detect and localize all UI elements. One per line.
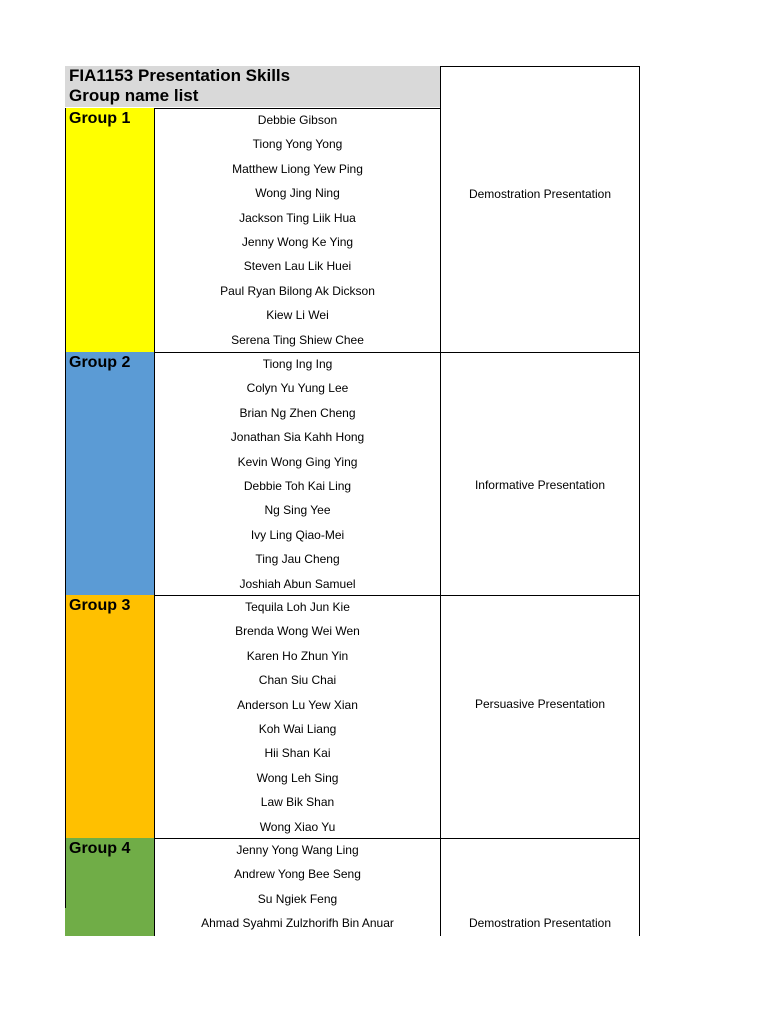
member-name: Debbie Gibson bbox=[257, 113, 338, 127]
group-block bbox=[65, 838, 640, 936]
member-name: Andrew Yong Bee Seng bbox=[234, 867, 361, 882]
member-name: Wong Xiao Yu bbox=[259, 819, 336, 834]
presentation-type: Informative Presentation bbox=[474, 478, 606, 492]
member-name: Paul Ryan Bilong Ak Dickson bbox=[220, 283, 375, 298]
member-name: Jenny Yong Wang Ling bbox=[236, 843, 359, 857]
group-color-cell bbox=[65, 838, 155, 936]
member-name: Steven Lau Lik Huei bbox=[243, 259, 352, 274]
member-name: Debbie Toh Kai Ling bbox=[243, 478, 352, 493]
member-list bbox=[155, 108, 440, 352]
group-color-cell bbox=[65, 108, 155, 352]
member-name: Karen Ho Zhun Yin bbox=[246, 648, 349, 663]
group-label: Group 1 bbox=[69, 110, 131, 127]
group-color-cell bbox=[65, 352, 155, 595]
group-label: Group 4 bbox=[69, 840, 131, 857]
member-name: Brian Ng Zhen Cheng bbox=[239, 405, 356, 420]
member-name: Kevin Wong Ging Ying bbox=[237, 454, 358, 469]
member-name: Ivy Ling Qiao-Mei bbox=[250, 527, 345, 542]
group-block bbox=[65, 108, 640, 352]
member-name: Ting Jau Cheng bbox=[255, 552, 340, 567]
group-label: Group 3 bbox=[69, 597, 131, 614]
presentation-type: Demostration Presentation bbox=[468, 187, 612, 201]
list-subtitle: Group name list bbox=[69, 86, 199, 105]
member-name: Tiong Yong Yong bbox=[252, 137, 343, 152]
member-name: Wong Leh Sing bbox=[256, 770, 339, 785]
group-label: Group 2 bbox=[69, 354, 131, 371]
member-name: Ahmad Syahmi Zulzhorifh Bin Anuar bbox=[201, 916, 394, 931]
group-block bbox=[65, 595, 640, 838]
member-name: Colyn Yu Yung Lee bbox=[246, 381, 349, 396]
member-name: Ng Sing Yee bbox=[264, 503, 331, 518]
member-name: Brenda Wong Wei Wen bbox=[235, 624, 360, 639]
group-block bbox=[65, 352, 640, 595]
member-name: Hii Shan Kai bbox=[264, 746, 331, 761]
presentation-type: Persuasive Presentation bbox=[474, 697, 606, 711]
title-header bbox=[65, 66, 440, 107]
member-name: Tiong Ing Ing bbox=[262, 357, 333, 371]
member-name: Jenny Wong Ke Ying bbox=[241, 234, 354, 249]
member-name: Joshiah Abun Samuel bbox=[239, 576, 356, 591]
member-name: Jackson Ting Liik Hua bbox=[239, 210, 356, 225]
course-title: FIA1153 Presentation Skills bbox=[69, 66, 291, 85]
group-color-cell bbox=[65, 595, 155, 838]
member-name: Wong Jing Ning bbox=[255, 186, 340, 201]
presentation-type: Demostration Presentation bbox=[468, 916, 612, 930]
member-name: Kiew Li Wei bbox=[266, 308, 329, 323]
member-name: Serena Ting Shiew Chee bbox=[231, 332, 364, 347]
member-list bbox=[155, 838, 440, 936]
member-list bbox=[155, 352, 440, 596]
member-name: Matthew Liong Yew Ping bbox=[232, 161, 363, 176]
member-name: Anderson Lu Yew Xian bbox=[237, 697, 358, 712]
table-left-border bbox=[65, 108, 66, 908]
member-name: Jonathan Sia Kahh Hong bbox=[230, 430, 365, 445]
member-name: Law Bik Shan bbox=[260, 795, 335, 810]
member-name: Su Ngiek Feng bbox=[257, 891, 338, 906]
member-name: Koh Wai Liang bbox=[258, 721, 337, 736]
member-name: Chan Siu Chai bbox=[258, 673, 337, 688]
member-list bbox=[155, 595, 440, 839]
member-name: Tequila Loh Jun Kie bbox=[245, 600, 350, 614]
